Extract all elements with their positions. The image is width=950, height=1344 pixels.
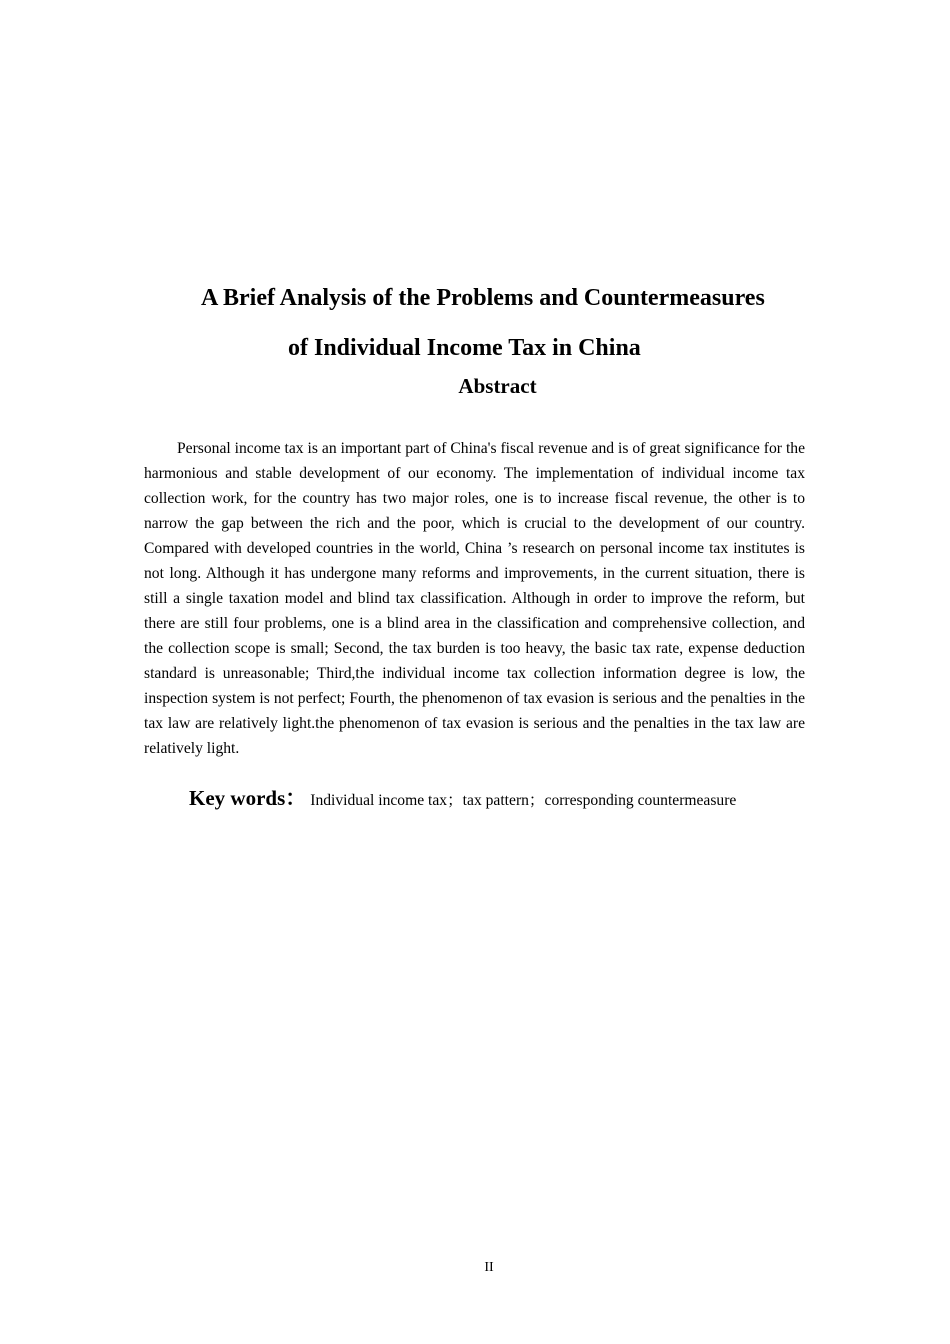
abstract-paragraph: Personal income tax is an important part of China's fiscal revenue and is of great significance for the harmonious and stable development of our economy. The implementation of individual income tax collection work, for the country has two major roles, one is to increase fiscal revenue, the other is to narrow the gap between the rich and the poor, which is crucial to the development of our country. Compared with developed countries in the world, China ’s research on personal income tax institutes is not long. Although it has undergone many reforms and improvements, in the current situation, there is still a single taxation model and blind tax classification. Although in order to improve the reform, but there are still four problems, one is a blind area in the classification and comprehensive collection, and the collection scope is small; Second, the tax burden is too heavy, the basic tax rate, expense deduction standard is unreasonable; Third,the individual income tax collection information degree is low, the inspection system is not perfect; Fourth, the phenomenon of tax evasion is serious and the penalties in the tax law are relatively light.the phenomenon of tax evasion is serious and the penalties in the tax law are relatively light. [144,440,805,757]
document-title-line-2: of Individual Income Tax in China [288,335,641,361]
keywords-label: Key words： [189,786,307,810]
document-title-line-1: A Brief Analysis of the Problems and Countermeasures [201,285,765,311]
abstract-heading: Abstract [458,374,537,398]
keywords-line [189,782,736,812]
keywords-list: Individual income tax；tax pattern；corresponding countermeasure [310,792,737,809]
page-number: II [484,1260,494,1275]
